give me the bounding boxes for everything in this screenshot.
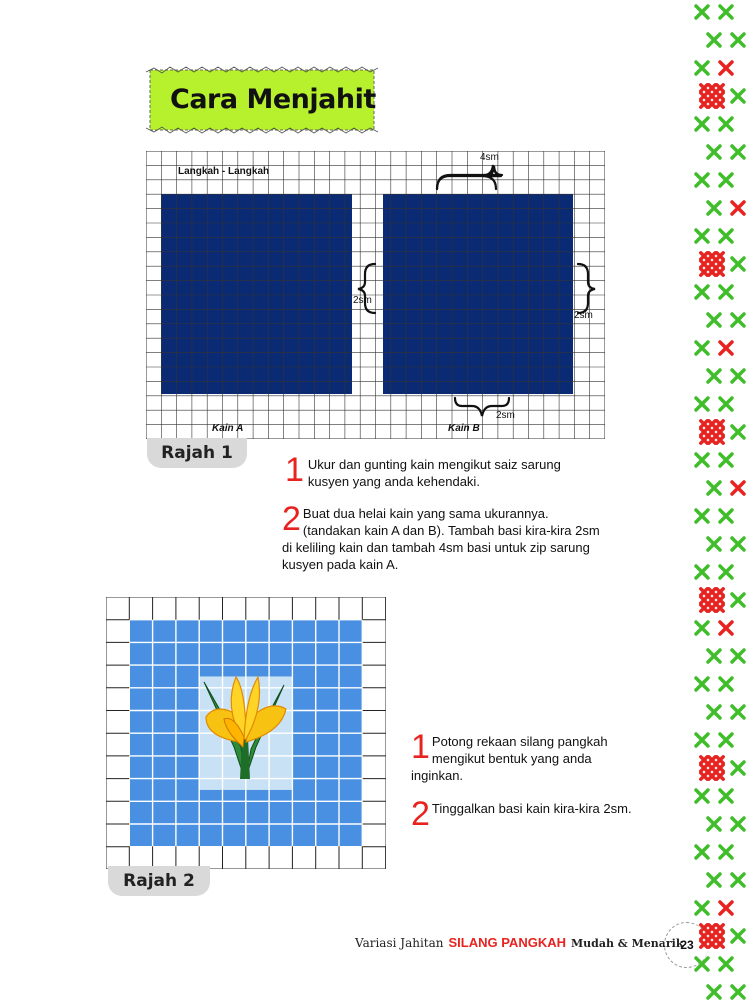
step-number: 1 [411,728,430,766]
footer-tagline: Mudah & Menarik [570,937,684,950]
step-text: Buat dua helai kain yang sama ukurannya. (tandakan kain A dan B). Tambah basi kira-kira 2sm di keliling kain dan tambah 4sm basi untuk zip sarung kusyen pada kain A. [282,506,600,572]
kain-b-label: Kain B [448,423,480,434]
dimension-top-label: 4sm [480,152,499,163]
steps-header-label: Langkah - Langkah [178,166,270,177]
step-text: Potong rekaan silang pangkah mengikut bentuk yang anda inginkan. [411,734,608,783]
rajah-1-diagram [146,151,605,439]
kain-a-fabric [161,194,352,394]
step-2-rajah-2 [411,795,661,833]
rajah-2-tab: Rajah 2 [108,866,210,896]
step-number: 1 [285,451,304,489]
dimension-bottom-label: 2sm [496,410,515,421]
step-number: 2 [411,795,430,833]
rajah-2-diagram [106,597,386,869]
step-number: 2 [282,500,301,538]
cross-stitch-border [690,0,750,1000]
kain-b-fabric [383,194,573,394]
step-text: Ukur dan gunting kain mengikut saiz sarung kusyen yang anda kehendaki. [307,457,561,489]
step-text: Tinggalkan basi kain kira-kira 2sm. [431,801,632,816]
step-1-rajah-2 [411,728,641,784]
page-footer [355,935,683,955]
rajah-1-tab: Rajah 1 [147,438,247,468]
page-number: 23 [664,922,709,968]
footer-brand: SILANG PANGKAH [448,935,566,950]
footer-series: Variasi Jahitan [355,936,444,950]
step-2-rajah-1 [282,500,607,573]
kain-a-label: Kain A [212,423,244,434]
dimension-right-label: 2sm [574,310,593,321]
page-title: Cara Menjahit [170,84,376,115]
dimension-left-label: 2sm [353,295,372,306]
step-1-rajah-1 [285,451,605,490]
